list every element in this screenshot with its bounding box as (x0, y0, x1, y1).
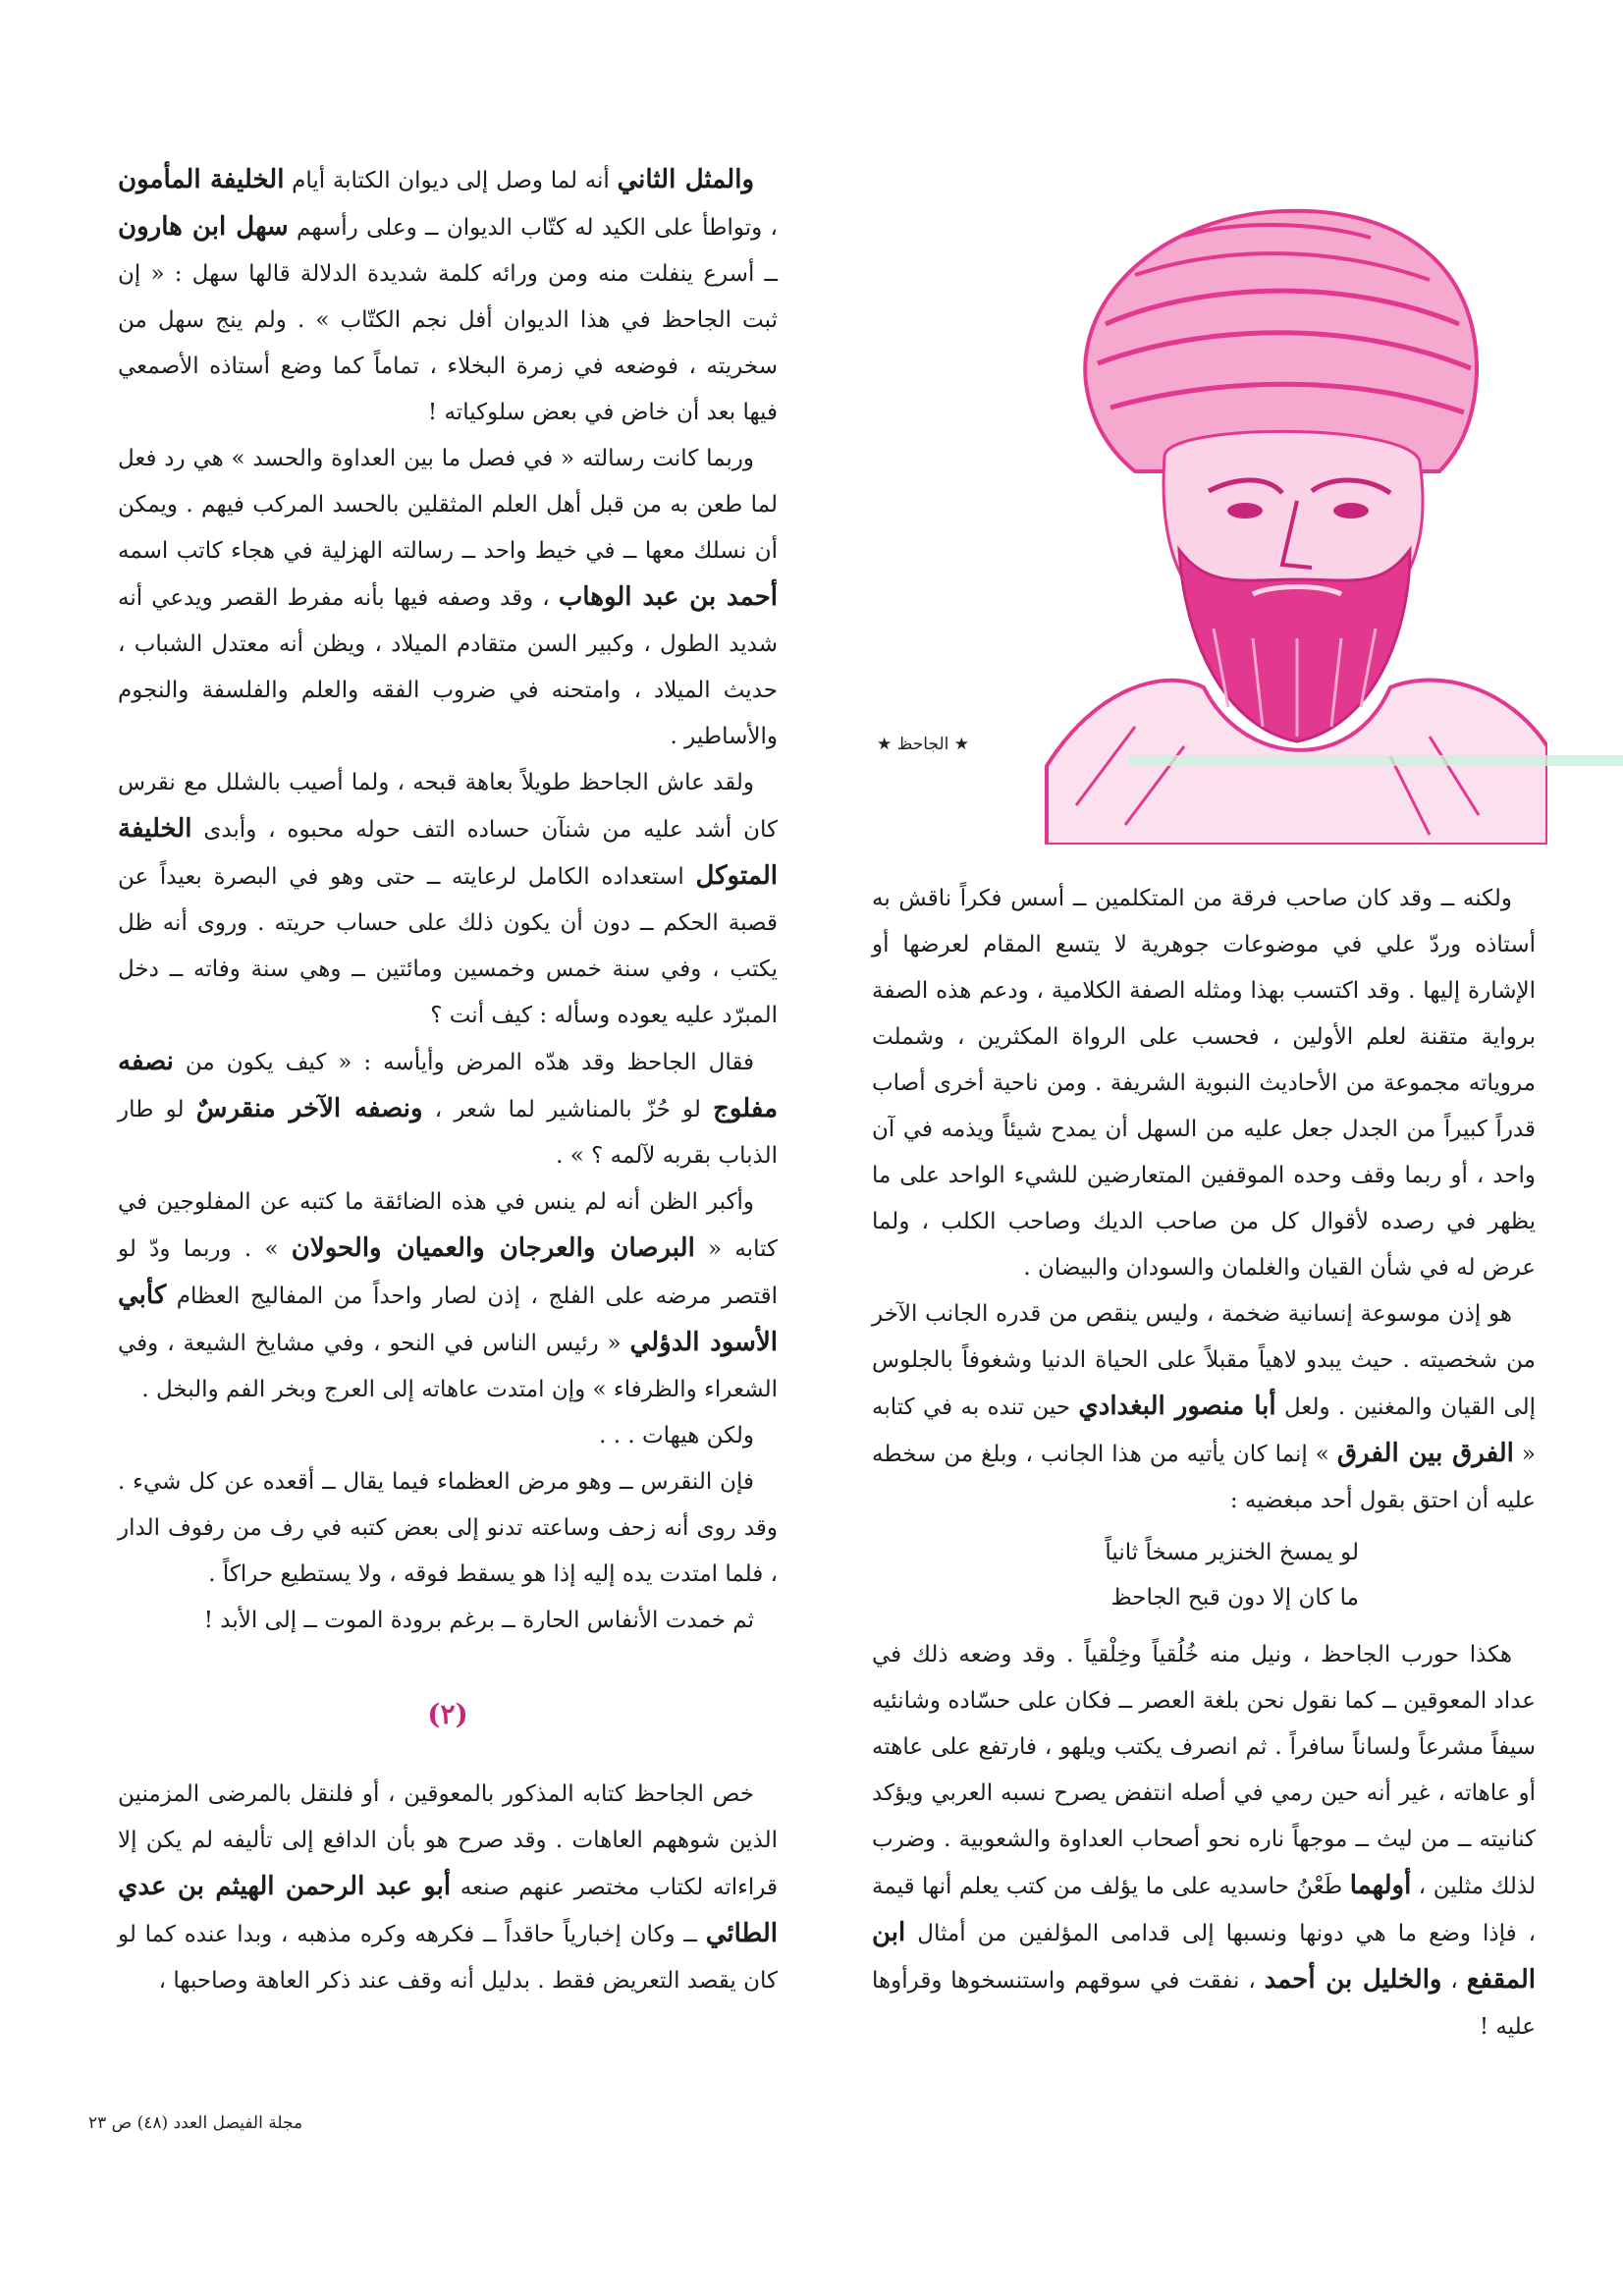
bold-name: نصفه مفلوج (118, 1047, 778, 1123)
paragraph (118, 436, 778, 760)
paragraph (118, 1039, 778, 1179)
section-number: (٢) (427, 1698, 468, 1730)
text-run: ، وقد وصفه فيها بأنه مفرط القصر ويدعي أنه شديد الطول ، وكبير السن متقادم الميلاد ، ويظن أنه معتدل الشباب ، حديث الميلاد ، وامتحنه في ضروب الفقه والعلم والفلسفة والنجوم والأساطير . (118, 585, 778, 749)
page-footer: مجلة الفيصل العدد (٤٨) ص ٢٣ (88, 2113, 303, 2133)
right-column (872, 876, 1536, 2050)
section2-paragraphs (118, 1772, 778, 2004)
jahiz-portrait-image (1017, 177, 1547, 845)
poem-line: ما كان إلا دون قبح الجاحظ (1110, 1585, 1359, 1611)
text-run: ، (1441, 1968, 1467, 1994)
text-run: « رئيس الناس في النحو ، وفي مشايخ الشيعة ، وفي الشعراء والظرفاء » وإن امتدت عاهاته إلى العرج وبخر الفم والبخل . (118, 1331, 778, 1402)
text-run: ، نفقت في سوقهم واستنسخوها وقرأوها عليه ! (872, 1968, 1536, 2040)
bold-name: ابن المقفع (872, 1918, 1537, 1995)
text-run: ولقد عاش الجاحظ طويلاً بعاهة قبحه ، ولما أصيب بالشلل مع نقرس كان أشد عليه من شنآن حساده التف حوله محبوه ، وأبدى (118, 770, 778, 843)
text-run: لو طار الذباب بقربه لآلمه ؟ » . (118, 1097, 778, 1169)
right-paragraphs-after (872, 1632, 1536, 2050)
bold-name: أحمد بن عبد الوهاب (558, 582, 778, 612)
text-run: أنه لما وصل إلى ديوان الكتابة أيام (284, 168, 618, 193)
bold-name: والمثل الثاني (617, 165, 754, 194)
text-run: هو إذن موسوعة إنسانية ضخمة ، وليس ينقص من قدره الجانب الآخر من شخصيته . حيث يبدو لاهياً مقبلاً على الحياة الدنيا وشغوفاً بالجلوس إلى القيان والمغنين . ولعل (872, 1301, 1536, 1420)
text-run: لو حُزّ بالمناشير لما شعر ، (422, 1097, 714, 1122)
text-run: ولكن هيهات . . . (599, 1423, 754, 1449)
text-run: فقال الجاحظ وقد هدّه المرض وأيأسه : « كيف يكون من (173, 1050, 754, 1075)
text-run: هكذا حورب الجاحظ ، ونيل منه خُلُقياً وخِلْقياً . وقد وضعه ذلك في عداد المعوقين ــ كما نقول نحن بلغة العصر ــ فكان على حسّاده وشانئيه سيفاً مشرعاً ولساناً سافراً . ثم انصرف يكتب ويلهو ، فارتفع على عاهته أو عاهاته ، غير أنه حين رمي في أصله انتفض يصرح نسبه العربي ويؤكد كنانيته ــ من ليث ــ موجهاً ناره نحو أصحاب العداوة والشعوبية . وضرب لذلك مثلين ، (872, 1642, 1536, 1899)
bold-name: والخليل بن أحمد (1264, 1965, 1442, 1995)
paragraph (872, 1291, 1536, 1524)
paragraph (118, 1598, 778, 1644)
poem-line: لو يمسخ الخنزير مسخاً ثانياً (1105, 1540, 1359, 1565)
text-run: ثم خمدت الأنفاس الحارة ــ برغم برودة الموت ــ إلى الأبد ! (203, 1608, 754, 1633)
text-run: ــ وكان إخبارياً حاقداً ــ فكرهه وكره مذهبه ، وبدا عنده كما لو كان يقصد التعريض فقط . بدليل أنه وقف عند ذكر العاهة وصاحبها ، (118, 1922, 778, 1994)
bold-name: الخليفة المأمون (118, 165, 285, 194)
text-run: حين تنده به في كتابه « (872, 1394, 1536, 1467)
poem (872, 1530, 1536, 1620)
text-run: ولكنه ــ وقد كان صاحب فرقة من المتكلمين ــ أسس فكراً ناقش به أستاذه وردّ علي في موضوعات جوهرية لا يتسع المقام لعرضها أو الإشارة إليها . وقد اكتسب بهذا ومثله الصفة الكلامية ، ودعم هذه الصفة برواية متقنة لعلم الأولين ، فحسب على الرواة المكثرين ، وشملت مروياته مجموعة من الأحاديث النبوية الشريفة . ومن ناحية أخرى أصاب قدراً كبيراً من الجدل جعل عليه من السهل أن يمدح شيئاً ويذمه في آن واحد ، أو ربما وقف وحده الموقفين المتعارضين للشيء الواحد على ما يظهر في رصده لأقوال كل من صاحب الديك وصاحب الكلب ، ولما عرض له في شأن القيان والغلمان والسودان والبيضان . (872, 886, 1536, 1281)
bold-name: أولهما (1349, 1871, 1412, 1900)
bold-name: كأبي الأسود الدؤلي (118, 1281, 779, 1357)
text-run: » إنما كان يأتيه من هذا الجانب ، وبلغ من سخطه عليه أن احتق بقول أحد مبغضيه : (872, 1442, 1536, 1513)
text-run: وأكبر الظن أنه لم ينس في هذه الضائقة ما كتبه عن المفلوجين في كتابه « (118, 1189, 778, 1262)
paragraph (118, 1772, 778, 2004)
paragraph (118, 1459, 778, 1598)
right-paragraphs (872, 876, 1536, 1524)
bold-name: البرصان والعرجان والعميان والحولان (291, 1233, 695, 1263)
left-column (118, 157, 778, 2004)
text-run: ، وتواطأ على الكيد له كتّاب الديوان ــ وعلى رأسهم (288, 215, 778, 241)
bold-name: الفرق بين الفرق (1336, 1439, 1514, 1468)
paragraph (872, 876, 1536, 1291)
text-run: وربما كانت رسالته « في فصل ما بين العداوة والحسد » هي رد فعل لما طعن به من قبل أهل العلم المثقلين بالحسد المركب فيهم . ويمكن أن نسلك معها ــ في خيط واحد ــ رسالته الهزلية في هجاء كاتب اسمه (118, 446, 778, 564)
portrait-caption: ★ الجاحظ ★ (877, 735, 969, 754)
left-paragraphs (118, 157, 778, 1644)
bold-name: سهل ابن هارون (118, 212, 289, 242)
paragraph (872, 1632, 1536, 2050)
paragraph (118, 760, 778, 1039)
paragraph (118, 1179, 778, 1413)
bold-name: أبا منصور البغدادي (1078, 1392, 1276, 1421)
text-run: طَعْنُ حاسديه على ما يؤلف من كتب يعلم أنها قيمة ، فإذا وضع ما هي دونها ونسبها إلى قدامى المؤلفين من أمثال (872, 1874, 1536, 1946)
bold-name: ونصفه الآخر منقرسٌ (195, 1094, 423, 1123)
paragraph (118, 1413, 778, 1459)
text-run: استعداده الكامل لرعايته ــ حتى وهو في البصرة بعيداً عن قصبة الحكم ــ دون أن يكون ذلك على حساب حريته . وروى أنه ظل يكتب ، وفي سنة خمس وخمسين ومائتين ــ وهي سنة وفاته ــ دخل المبرّد عليه يعوده وسأله : كيف أنت ؟ (118, 864, 778, 1028)
text-run: » . وربما ودّ لو اقتصر مرضه على الفلج ، إذن لصار واحداً من المفاليج العظام (118, 1236, 778, 1309)
bold-name: أبو عبد الرحمن الهيثم بن عدي الطائي (118, 1872, 778, 1948)
text-run: خص الجاحظ كتابه المذكور بالمعوقين ، أو فلنقل بالمرضى المزمنين الذين شوههم العاهات . وقد صرح هو بأن الدافع إلى تأليفه لم يكن إلا قراءاته لكتاب مختصر عنهم صنعه (118, 1781, 778, 1900)
text-run: ــ أسرع ينفلت منه ومن ورائه كلمة شديدة الدلالة قالها سهل : « إن ثبت الجاحظ في هذا الديوان أفل نجم الكتّاب » . ولم ينج سهل من سخريته ، فوضعه في زمرة البخلاء ، تماماً كما وضع أستاذه الأصمعي فيها بعد أن خاض في بعض سلوكياته ! (118, 261, 778, 425)
color-strip-decoration (1129, 755, 1623, 766)
text-run: فإن النقرس ــ وهو مرض العظماء فيما يقال ــ أقعده عن كل شيء . وقد روى أنه زحف وساعته تدنو إلى بعض كتبه في رف من رفوف الدار ، فلما امتدت يده إليه إذا هو يسقط فوقه ، ولا يستطيع حراكاً . (118, 1469, 778, 1587)
paragraph (118, 157, 778, 436)
bold-name: الخليفة المتوكل (118, 814, 778, 891)
